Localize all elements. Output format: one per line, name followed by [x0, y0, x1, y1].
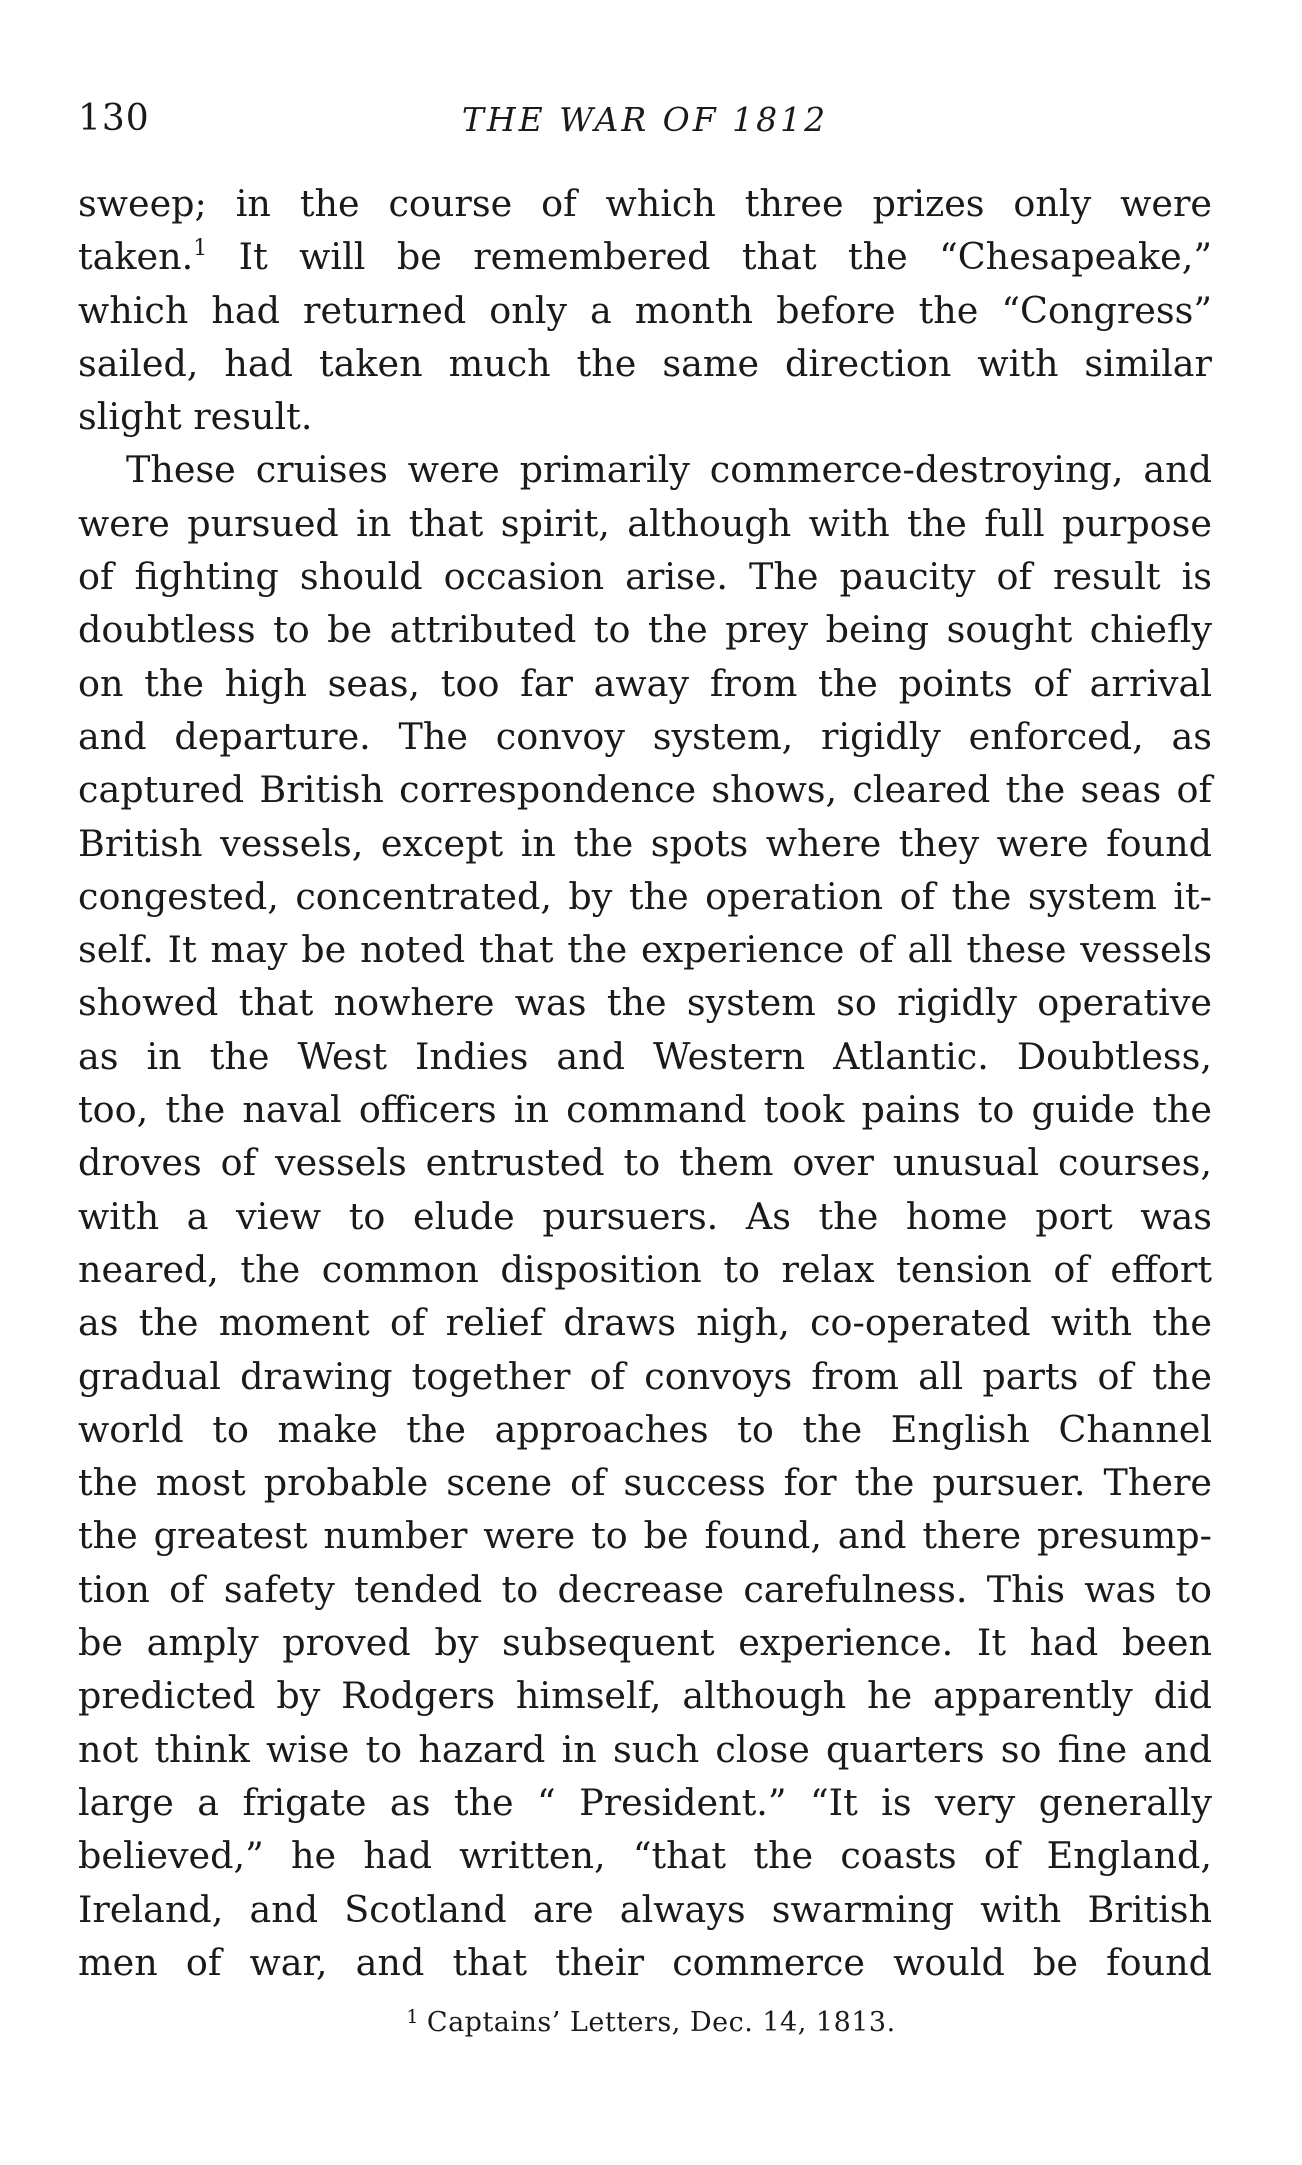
text-line: sweep; in the course of which three prizes only were [78, 182, 1212, 225]
text-line: the greatest number were to be found, and there presump- [78, 1514, 1212, 1558]
text-line: men of war, and that their commerce would be found [78, 1940, 1212, 1984]
footnote [0, 2006, 1302, 2038]
text-line: large a frigate as the “ President.” “It is very generally [78, 1780, 1212, 1824]
running-head [78, 98, 1212, 148]
text-line-with-footnote [78, 230, 1212, 283]
text-line-start: taken. [78, 235, 194, 279]
text-line: the most probable scene of success for the pursuer. There [78, 1461, 1212, 1505]
footnote-reference[interactable]: 1 [193, 236, 208, 262]
text-line: world to make the approaches to the English Channel [78, 1407, 1212, 1451]
text-line: and departure. The convoy system, rigidly enforced, as [78, 714, 1212, 758]
text-line: tion of safety tended to decrease carefulness. This was to [78, 1567, 1212, 1611]
text-line: British vessels, except in the spots where they were found [78, 821, 1212, 865]
text-line: of fighting should occasion arise. The paucity of result is [78, 555, 1212, 599]
footnote-mark: 1 [406, 2006, 419, 2028]
text-line: be amply proved by subsequent experience. It had been [78, 1621, 1212, 1665]
paragraph-start-line: These cruises were primarily commerce-destroying, and [126, 448, 1212, 492]
text-line: with a view to elude pursuers. As the home port was [78, 1194, 1212, 1238]
text-line: slight result. [78, 395, 313, 439]
text-line: neared, the common disposition to relax tension of effort [78, 1247, 1212, 1291]
text-line: were pursued in that spirit, although with the full purpose [78, 501, 1212, 545]
text-line: sailed, had taken much the same direction with similar [78, 341, 1212, 385]
running-title: THE WAR OF 1812 [461, 100, 829, 139]
text-line: congested, concentrated, by the operation of the system it- [78, 874, 1212, 918]
text-line: droves of vessels entrusted to them over unusual courses, [78, 1141, 1212, 1185]
text-line: believed,” he had written, “that the coasts of England, [78, 1834, 1212, 1878]
footnote-text: Captains’ Letters, Dec. 14, 1813. [426, 2007, 896, 2038]
text-line: too, the naval officers in command took pains to guide the [78, 1088, 1212, 1132]
text-line: predicted by Rodgers himself, although he apparently did [78, 1674, 1212, 1718]
text-line: showed that nowhere was the system so rigidly operative [78, 981, 1212, 1025]
text-line: gradual drawing together of convoys from all parts of the [78, 1354, 1212, 1398]
text-line: as in the West Indies and Western Atlantic. Doubtless, [78, 1034, 1212, 1078]
text-line: not think wise to hazard in such close quarters so fine and [78, 1727, 1212, 1771]
text-line: doubtless to be attributed to the prey being sought chiefly [78, 608, 1212, 652]
text-line: on the high seas, too far away from the points of arrival [78, 661, 1212, 705]
page-number: 130 [78, 98, 150, 139]
text-line: captured British correspondence shows, cleared the seas of [78, 768, 1212, 812]
body-text [78, 177, 1212, 1989]
text-line: which had returned only a month before the “Congress” [78, 288, 1212, 332]
text-line: self. It may be noted that the experience of all these vessels [78, 928, 1212, 972]
text-line: Ireland, and Scotland are always swarming with British [78, 1887, 1212, 1931]
text-line: as the moment of relief draws nigh, co-operated with the [78, 1301, 1212, 1345]
text-line-rest: It will be remembered that the “Chesapeake,” [207, 235, 1212, 279]
